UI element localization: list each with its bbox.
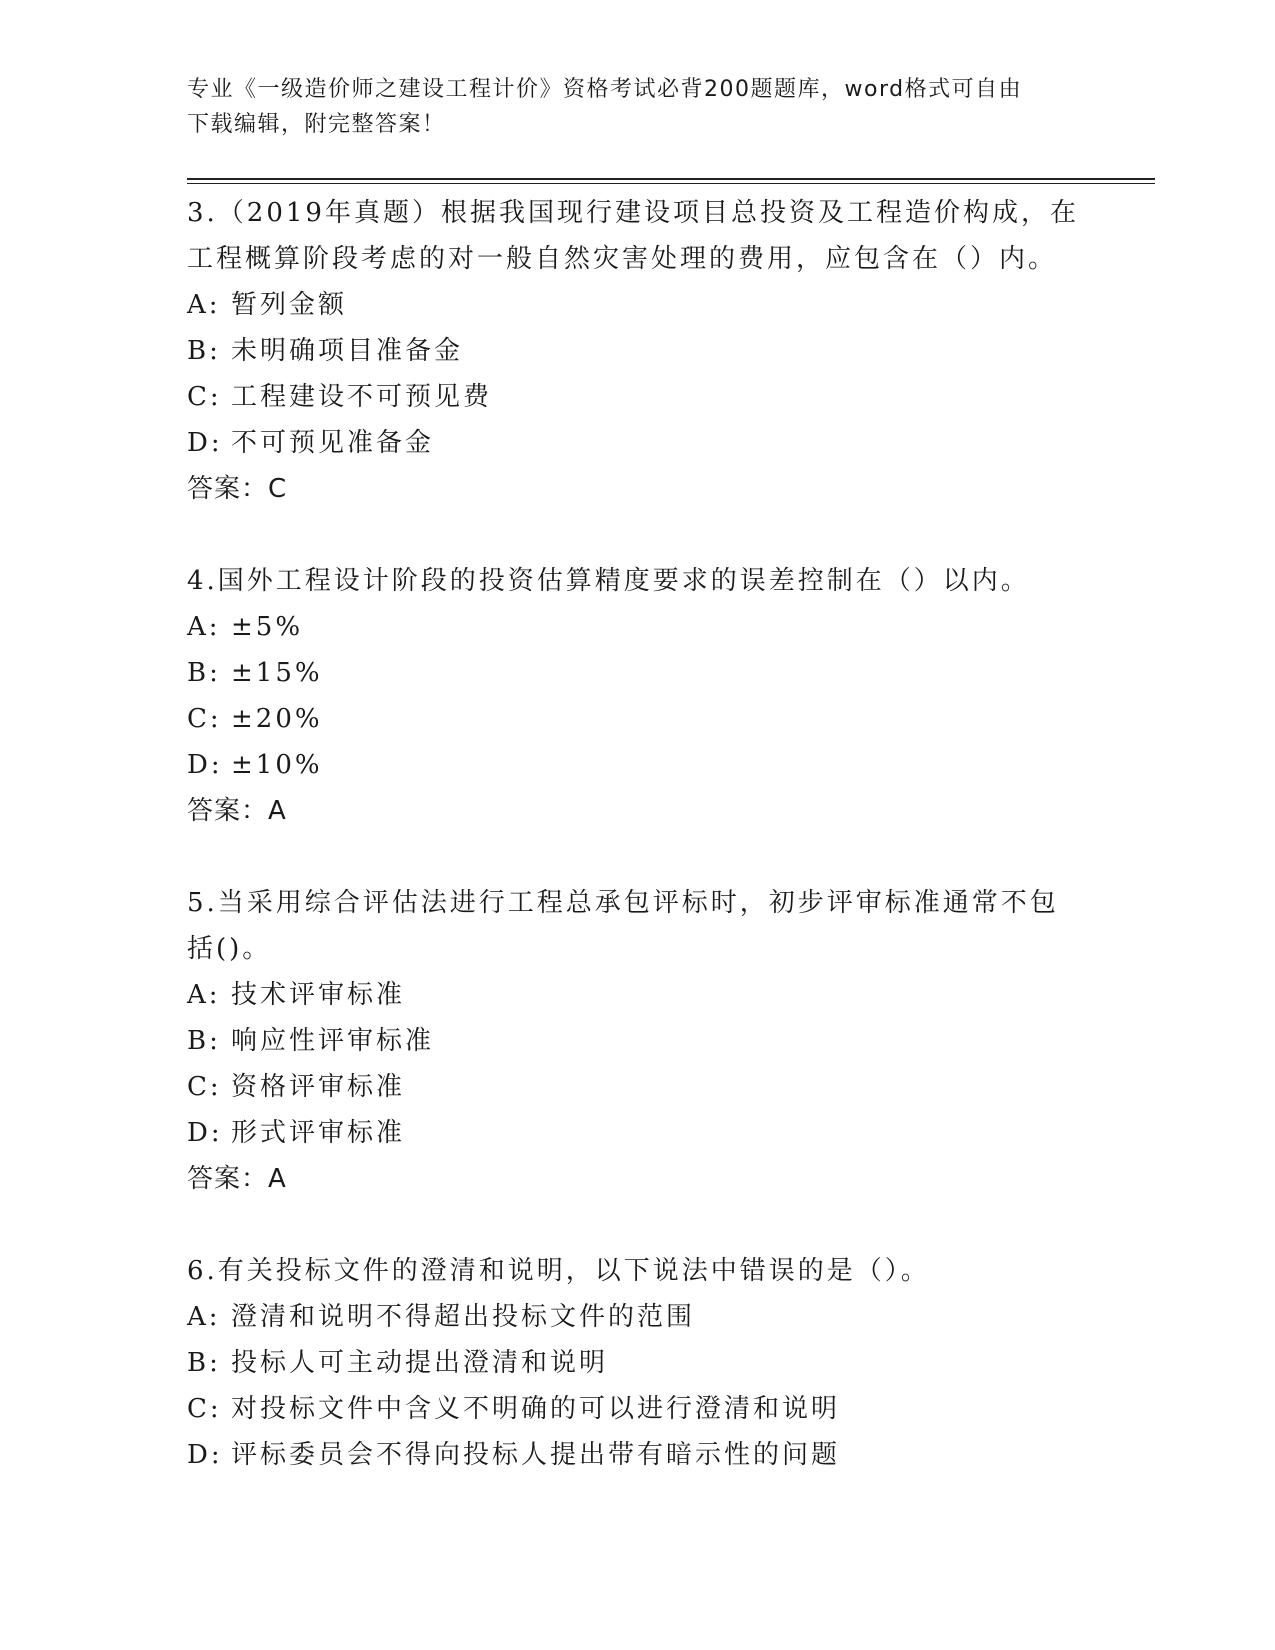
header-line-2: 下载编辑，附完整答案！ xyxy=(187,112,446,137)
question-6 xyxy=(187,1248,1087,1478)
option-text: 投标人可主动提出澄清和说明 xyxy=(231,1348,609,1378)
option-letter: D: xyxy=(187,750,223,780)
option-letter: B: xyxy=(187,658,221,688)
header-rule-thick xyxy=(187,178,1155,180)
option-a xyxy=(187,282,1087,328)
option-b xyxy=(187,328,1087,374)
question-stem-line: 工程概算阶段考虑的对一般自然灾害处理的费用，应包含在（）内。 xyxy=(187,244,1058,274)
header-rule-thin xyxy=(187,183,1155,184)
option-b xyxy=(187,1340,1087,1386)
option-d xyxy=(187,1432,1087,1478)
question-stem-line: 5.当采用综合评估法进行工程总承包评标时，初步评审标准通常不包 xyxy=(187,888,1059,918)
option-text: 对投标文件中含义不明确的可以进行澄清和说明 xyxy=(231,1394,841,1424)
question-spacer xyxy=(187,1202,1087,1248)
option-text: 澄清和说明不得超出投标文件的范围 xyxy=(231,1302,696,1332)
answer-line: 答案：C xyxy=(187,474,288,504)
option-text: 资格评审标准 xyxy=(231,1072,406,1102)
option-letter: B: xyxy=(187,1026,221,1056)
option-text: 响应性评审标准 xyxy=(231,1026,435,1056)
option-d xyxy=(187,420,1087,466)
option-letter: A: xyxy=(187,612,221,642)
option-letter: C: xyxy=(187,1072,222,1102)
option-text: ±15% xyxy=(231,658,323,688)
option-letter: D: xyxy=(187,428,223,458)
option-c xyxy=(187,1386,1087,1432)
question-3 xyxy=(187,190,1087,512)
question-4 xyxy=(187,558,1087,834)
option-text: ±10% xyxy=(231,750,323,780)
option-letter: A: xyxy=(187,1302,221,1332)
option-c xyxy=(187,696,1087,742)
option-text: ±5% xyxy=(231,612,304,642)
option-text: 不可预见准备金 xyxy=(231,428,435,458)
document-header xyxy=(187,72,1067,142)
header-line-1: 专业《一级造价师之建设工程计价》资格考试必背200题题库，word格式可自由 xyxy=(187,77,1023,102)
option-text: ±20% xyxy=(231,704,323,734)
option-d xyxy=(187,1110,1087,1156)
option-text: 暂列金额 xyxy=(231,290,348,320)
option-letter: A: xyxy=(187,290,221,320)
question-stem-line: 4.国外工程设计阶段的投资估算精度要求的误差控制在（）以内。 xyxy=(187,566,1030,596)
question-spacer xyxy=(187,834,1087,880)
option-letter: B: xyxy=(187,1348,221,1378)
question-list xyxy=(187,190,1087,1478)
option-letter: B: xyxy=(187,336,221,366)
question-stem-line: 6.有关投标文件的澄清和说明，以下说法中错误的是（）。 xyxy=(187,1256,930,1286)
option-letter: C: xyxy=(187,704,222,734)
option-a xyxy=(187,1294,1087,1340)
option-letter: A: xyxy=(187,980,221,1010)
option-letter: C: xyxy=(187,1394,222,1424)
question-spacer xyxy=(187,512,1087,558)
option-text: 工程建设不可预见费 xyxy=(231,382,493,412)
option-letter: D: xyxy=(187,1440,223,1470)
option-a xyxy=(187,604,1087,650)
option-c xyxy=(187,1064,1087,1110)
answer-line: 答案：A xyxy=(187,1164,287,1194)
option-c xyxy=(187,374,1087,420)
option-text: 形式评审标准 xyxy=(231,1118,406,1148)
question-stem-line: 括()。 xyxy=(187,934,272,964)
question-stem-line: 3.（2019年真题）根据我国现行建设项目总投资及工程造价构成，在 xyxy=(187,198,1079,228)
option-text: 技术评审标准 xyxy=(231,980,406,1010)
option-letter: C: xyxy=(187,382,222,412)
option-b xyxy=(187,650,1087,696)
option-d xyxy=(187,742,1087,788)
option-b xyxy=(187,1018,1087,1064)
option-letter: D: xyxy=(187,1118,223,1148)
option-a xyxy=(187,972,1087,1018)
answer-line: 答案：A xyxy=(187,796,287,826)
question-5 xyxy=(187,880,1087,1202)
option-text: 评标委员会不得向投标人提出带有暗示性的问题 xyxy=(231,1440,841,1470)
option-text: 未明确项目准备金 xyxy=(231,336,464,366)
